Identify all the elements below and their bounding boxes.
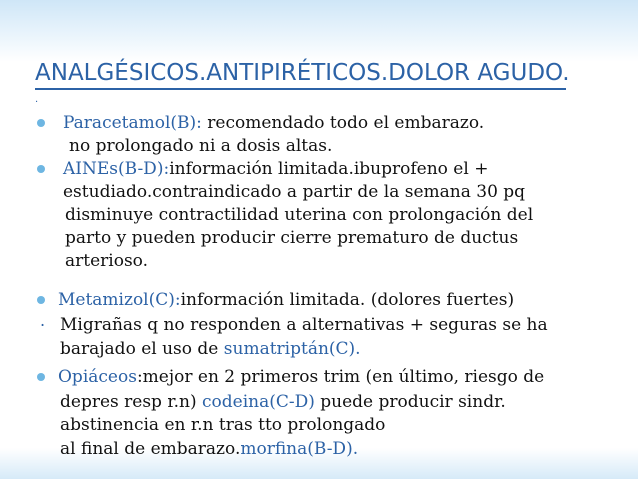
bullet-icon — [37, 165, 45, 173]
aines-line-3: disminuye contractilidad uterina con prolongación del — [65, 205, 534, 225]
opiaceos-text-2b: puede producir sindr. — [314, 392, 506, 412]
period-marker: . — [40, 311, 46, 330]
metamizol-line-3 — [60, 339, 361, 360]
aines-line-4: parto y pueden producir cierre prematuro de ductus — [65, 228, 519, 248]
title-underline — [35, 88, 566, 90]
opiaceos-label: Opiáceos — [58, 367, 137, 387]
opiaceos-line-2 — [60, 392, 506, 413]
opiaceos-text-4a: al final de embarazo. — [60, 439, 241, 459]
opiaceos-line-4 — [60, 439, 358, 460]
metamizol-line-2: Migrañas q no responden a alternativas + seguras se ha — [60, 315, 548, 335]
opiaceos-line-3: abstinencia en r.n tras tto prolongado — [60, 415, 386, 435]
codeina-label: codeina(C-D) — [202, 392, 315, 412]
paracetamol-line-2: no prolongado ni a dosis altas. — [69, 136, 333, 156]
metamizol-label: Metamizol(C): — [58, 290, 181, 310]
slide-title: ANALGÉSICOS.ANTIPIRÉTICOS.DOLOR AGUDO. — [35, 60, 570, 86]
paracetamol-label: Paracetamol(B): — [63, 113, 202, 133]
opiaceos-line-1 — [58, 367, 544, 388]
aines-label: AINEs(B-D): — [63, 159, 170, 179]
morfina-label: morfina(B-D). — [240, 439, 359, 459]
paracetamol-text: recomendado todo el embarazo. — [201, 113, 485, 133]
aines-line-5: arterioso. — [65, 251, 149, 271]
metamizol-text-3: barajado el uso de — [60, 339, 224, 359]
bullet-icon — [37, 296, 45, 304]
aines-line-1 — [63, 159, 488, 180]
paracetamol-line-1 — [63, 113, 484, 134]
aines-text: información limitada.ibuprofeno el + — [169, 159, 489, 179]
bullet-icon — [37, 119, 45, 127]
header-gradient — [0, 0, 638, 62]
opiaceos-text: :mejor en 2 primeros trim (en último, riesgo de — [136, 367, 545, 387]
aines-line-2: estudiado.contraindicado a partir de la semana 30 pq — [63, 182, 526, 202]
metamizol-text: información limitada. (dolores fuertes) — [180, 290, 515, 310]
sumatriptan-label: sumatriptán(C). — [223, 339, 361, 359]
metamizol-line-1 — [58, 290, 514, 311]
bullet-icon — [37, 373, 45, 381]
opiaceos-text-2a: depres resp r.n) — [60, 392, 202, 412]
stray-mark: . — [35, 94, 39, 105]
